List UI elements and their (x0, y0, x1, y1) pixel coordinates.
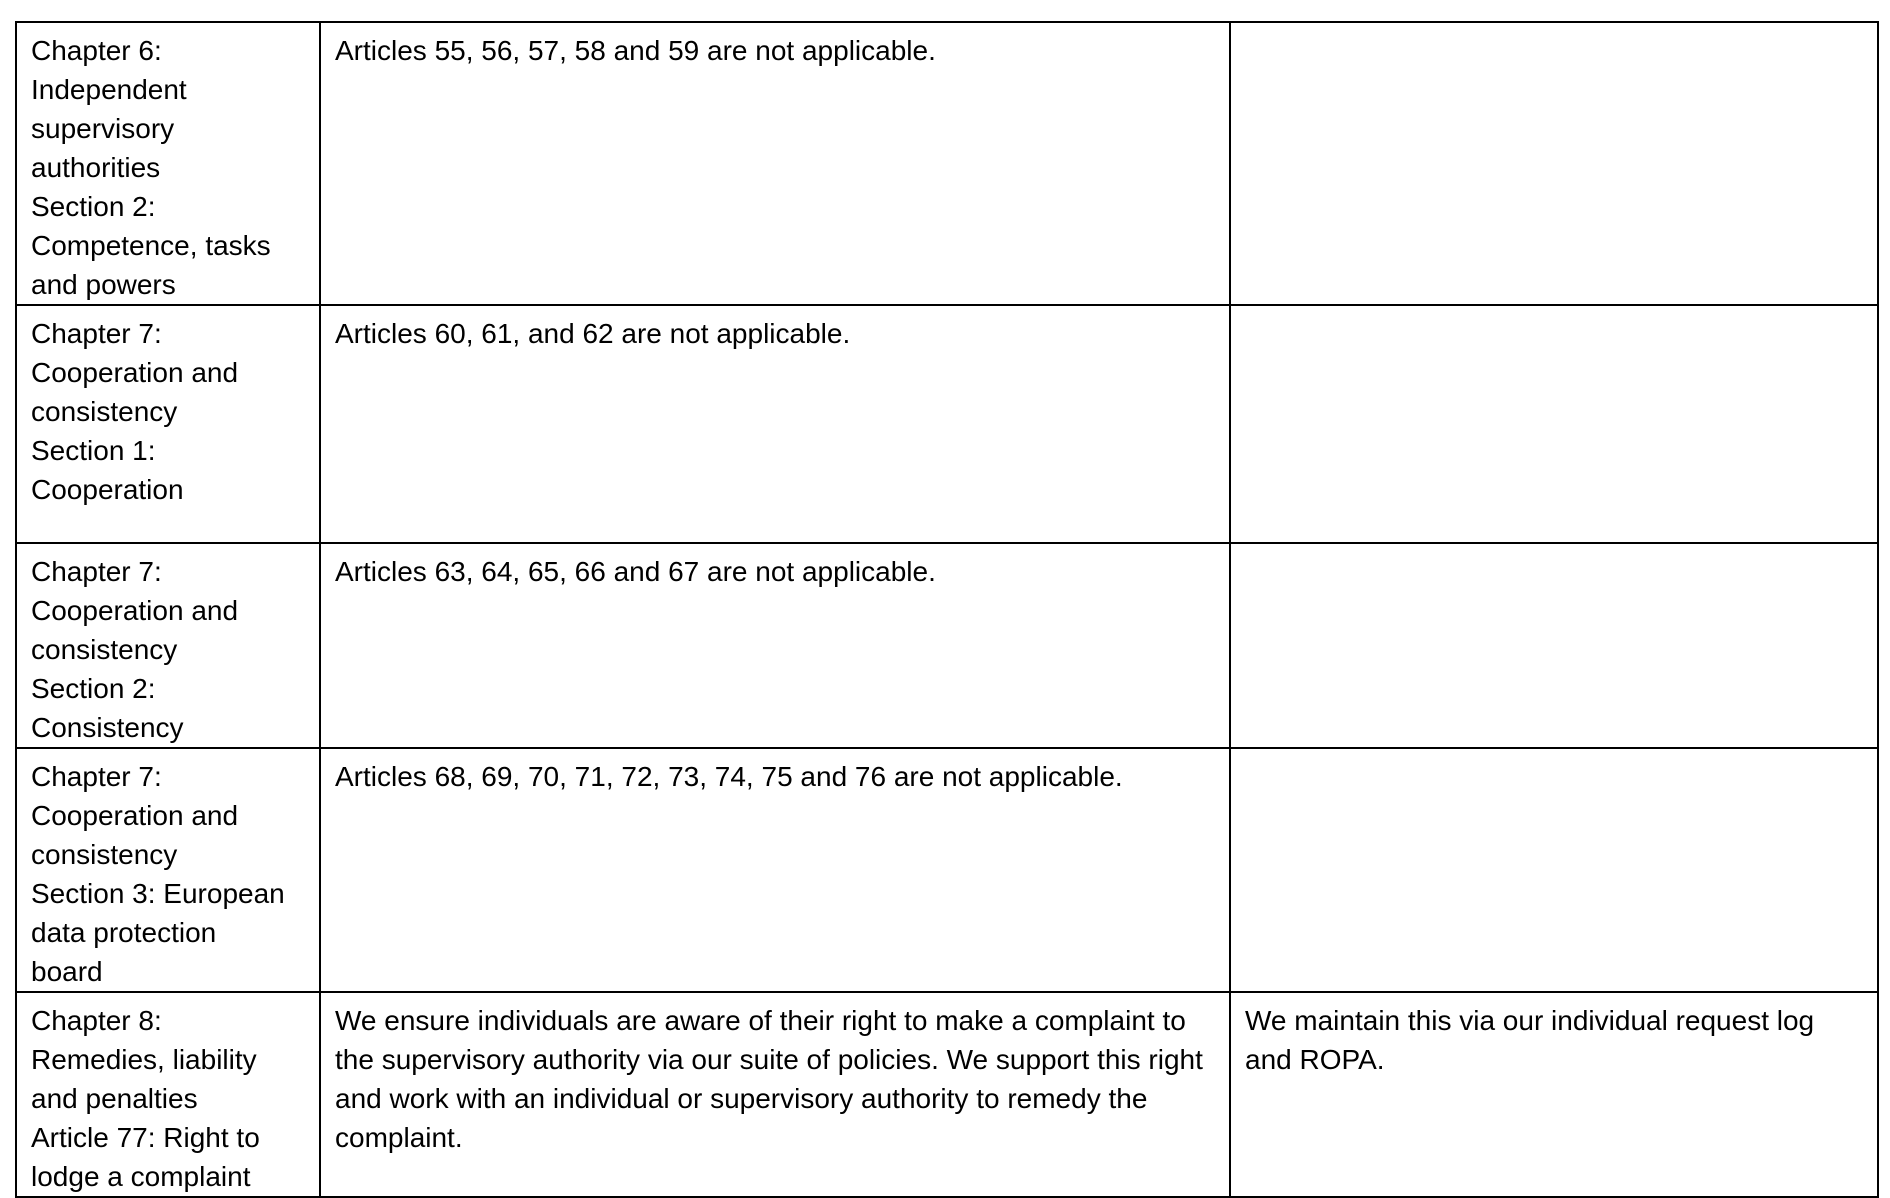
heading-line: authorities (31, 152, 161, 183)
heading-line: Article 77: Right to (31, 1122, 260, 1153)
heading-line: Remedies, liability (31, 1044, 257, 1075)
heading-line: Competence, tasks (31, 230, 271, 261)
heading-line: Cooperation and (31, 800, 239, 831)
heading-line: Chapter 7: (31, 556, 162, 587)
table-row (16, 748, 1878, 992)
description-cell (320, 305, 1230, 543)
chapter-heading-cell (16, 992, 320, 1197)
table-row (16, 992, 1878, 1197)
heading-line: and powers (31, 269, 176, 300)
heading-line: consistency (31, 634, 178, 665)
heading-line: Cooperation (31, 474, 184, 505)
heading-line: Chapter 6: (31, 35, 162, 66)
heading-line: Chapter 7: (31, 761, 162, 792)
description-text: Articles 63, 64, 65, 66 and 67 are not applicable. (335, 556, 936, 587)
chapter-heading-cell (16, 543, 320, 748)
description-cell (320, 748, 1230, 992)
heading-line: consistency (31, 839, 178, 870)
heading-line: Section 1: (31, 435, 156, 466)
description-cell (320, 992, 1230, 1197)
chapter-heading-cell (16, 22, 320, 305)
description-cell (320, 22, 1230, 305)
description-cell (320, 543, 1230, 748)
evidence-cell (1230, 543, 1878, 748)
heading-line: Cooperation and (31, 595, 239, 626)
description-text: Articles 68, 69, 70, 71, 72, 73, 74, 75 and 76 are not applicable. (335, 761, 1123, 792)
heading-line: Cooperation and (31, 357, 239, 388)
heading-line: Chapter 8: (31, 1005, 162, 1036)
heading-line: Consistency (31, 712, 184, 743)
heading-line: and penalties (31, 1083, 198, 1114)
compliance-table (15, 21, 1879, 1198)
heading-line: lodge a complaint (31, 1161, 251, 1192)
description-text: Articles 60, 61, and 62 are not applicable. (335, 318, 851, 349)
heading-line: Independent (31, 74, 187, 105)
heading-line: Section 2: (31, 191, 156, 222)
evidence-text: We maintain this via our individual request log and ROPA. (1245, 1005, 1815, 1075)
evidence-cell (1230, 992, 1878, 1197)
heading-line: supervisory (31, 113, 175, 144)
heading-line: Section 2: (31, 673, 156, 704)
heading-line: Section 3: European (31, 878, 285, 909)
heading-line: data protection (31, 917, 217, 948)
table-row (16, 22, 1878, 305)
evidence-cell (1230, 305, 1878, 543)
heading-line: consistency (31, 396, 178, 427)
description-text: We ensure individuals are aware of their right to make a complaint to the supervisory authority via our suite of policies. We support this right and work with an individual or supervisory authority to remedy the complaint. (335, 1005, 1203, 1153)
description-text: Articles 55, 56, 57, 58 and 59 are not applicable. (335, 35, 936, 66)
evidence-cell (1230, 748, 1878, 992)
chapter-heading-cell (16, 305, 320, 543)
table-row (16, 305, 1878, 543)
heading-line: Chapter 7: (31, 318, 162, 349)
evidence-cell (1230, 22, 1878, 305)
table-row (16, 543, 1878, 748)
chapter-heading-cell (16, 748, 320, 992)
heading-line: board (31, 956, 103, 987)
